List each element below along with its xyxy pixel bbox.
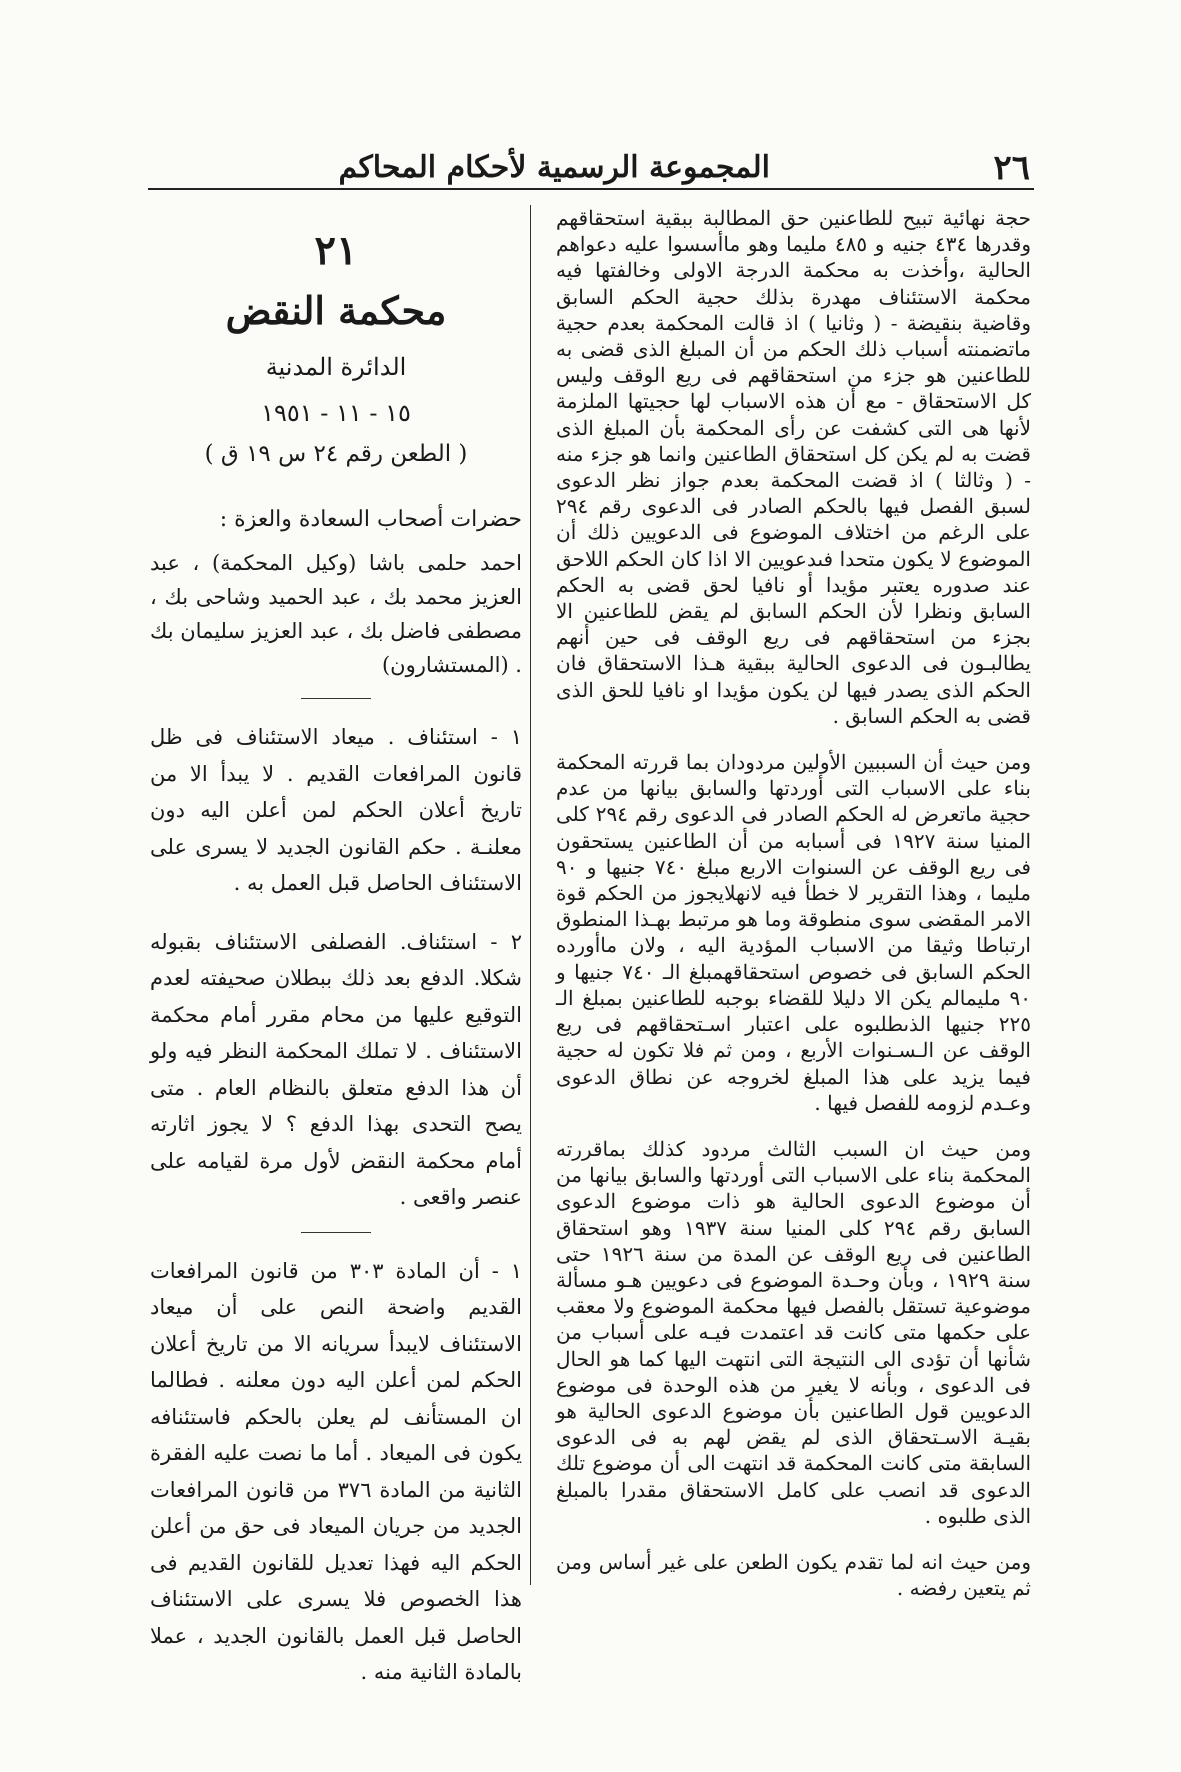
legal-principle: ١ - استئناف . ميعاد الاستئناف فى ظل قانون المرافعات القديم . لا يبدأ الا من تاريخ أعلان الحكم لمن أعلن اليه دون معلنـة . حكم القانون الجديد لا يسرى على الاستئناف الحاصل قبل العمل به . — [150, 725, 522, 895]
case-number: ٢١ — [314, 227, 358, 274]
page-number: ٢٦ — [993, 148, 1030, 188]
column-divider — [530, 205, 531, 1585]
court-circuit: الدائرة المدنية — [265, 353, 407, 381]
panel-members: احمد حلمى باشا (وكيل المحكمة) ، عبد العزيز محمد بك ، عبد الحميد وشاحى بك ، مصطفى فاضل بك ، عبد العزيز سليمان بك . (المستشارون) — [150, 551, 522, 677]
panel-intro: حضرات أصحاب السعادة والعزة : — [219, 507, 522, 532]
running-title: المجموعة الرسمية لأحكام المحاكم — [338, 150, 770, 185]
header-rule — [148, 188, 1034, 190]
legal-principle: ٢ - استئناف. الفصلفى الاستئناف بقبوله شكلا. الدفع بعد ذلك ببطلان صحيفته لعدم التوقيع عليها من محام مقرر أمام محكمة الاستئناف . لا تملك المحكمة النظر فيه ولو أن هذا الدفع متعلق بالنظام العام . متى يصح التحدى بهذا الدفع ؟ لا يجوز اثارته أمام محكمة النقض لأول مرة لقيامه على عنصر واقعى . — [150, 929, 522, 1209]
section-divider — [301, 1232, 371, 1233]
body-paragraph: حجة نهائية تبيح للطاعنين حق المطالبة ببقية استحقاقهم وقدرها ٤٣٤ جنيه و ٤٨٥ مليما وهو ماأسسوا عليه دعواهم الحالية ،وأخذت به محكمة الدرجة الاولى وخالفتها فيه محكمة الاستئناف مهدرة بذلك حجية الحكم السابق وقاضية بنقيضة - ( وثانيا ) اذ قالت المحكمة بعدم حجية ماتضمنته أسباب ذلك الحكم من أن المبلغ الذى قضى به للطاعنين هو جزء من استحقاقهم فى ريع الوقف وليس كل الاستحقاق - مع أن هذه الاسباب لها حجيتها الملزمة لأنها هى التى كشفت عن رأى المحكمة بأن المبلغ الذى قضت به لم يكن كل استحقاق الطاعنين وانما هو جزء منه - ( وثالثا ) اذ قضت المحكمة بعدم جواز نظر الدعوى لسبق الفصل فيها بالحكم الصادر فى الدعوى رقم ٢٩٤ على الرغم من اختلاف الموضوع فى الدعويين ذلك أن الموضوع لا يكون متحدا فىدعويين الا اذا كان الحكم اللاحق عند صدوره يعتبر مؤيدا أو نافيا لحق قضى به الحكم السابق ونظرا لأن الحكم السابق لم يقض للطاعنين الا بجزء من استحقاقهم فى ريع الوقف فى حين أنهم يطالبـون فى الدعوى الحالية ببقية هـذا الاستحقاق فان الحكم الذى يصدر فيها لن يكون مؤيدا او نافيا للحق الذى قضى به الحكم السابق . — [556, 206, 1032, 728]
right-column — [556, 205, 1031, 1601]
case-date: ١٥ - ١١ - ١٩٥١ — [261, 399, 411, 427]
appeal-reference: ( الطعن رقم ٢٤ س ١٩ ق ) — [204, 441, 468, 467]
reasoning-paragraph: ١ - أن المادة ٣٠٣ من قانون المرافعات القديم واضحة النص على أن ميعاد الاستئناف لايبدأ سريانه الا من تاريخ أعلان الحكم لمن أعلن اليه دون معلنه . فطالما ان المستأنف لم يعلن بالحكم فاستئنافه يكون فى الميعاد . أما ما نصت عليه الفقرة الثانية من المادة ٣٧٦ من قانون المرافعات الجديد من جريان الميعاد فى حق من أعلن الحكم اليه فهذا تعديل للقانون القديم فى هذا الخصوص فلا يسرى على الاستئناف الحاصل قبل العمل بالقانون الجديد ، عملا بالمادة الثانية منه . — [150, 1258, 522, 1684]
body-paragraph: ومن حيث ان السبب الثالث مردود كذلك بماقررته المحكمة بناء على الاسباب التى أوردتها والسابق بيانها من أن موضوع الدعوى الحالية هو ذات موضوع الدعوى السابق رقم ٢٩٤ كلى المنيا سنة ١٩٣٧ وهو استحقاق الطاعنين فى ريع الوقف عن المدة من سنة ١٩٢٦ حتى سنة ١٩٢٩ ، وبأن وحـدة الموضوع فى دعويين هـو مسألة موضوعية تستقل بالفصل فيها محكمة الموضوع ولا معقب على حكمها متى كانت قد اعتمدت فيـه على أسباب من شأنها أن تؤدى الى النتيجة التى انتهت اليها كما هو الحال فى الدعوى ، وبأنه لا يغير من هذه الوحدة فى موضوع الدعويين قول الطاعنين بأن موضوع الدعوى الحالية هو بقيـة الاسـتحقاق الذى لم يقض لهم به فى الدعوى السابقة متى كانت المحكمة قد انتهت الى أن موضوع تلك الدعوى قد انصب على كامل الاستحقاق مقدرا بالمبلغ الذى طلبوه . — [556, 1136, 1032, 1528]
body-paragraph: ومن حيث انه لما تقدم يكون الطعن على غير أساس ومن ثم يتعين رفضه . — [556, 1549, 1031, 1601]
body-paragraph: ومن حيث أن السببين الأولين مردودان بما قررته المحكمة بناء على الاسباب التى أوردتها والسابق بيانها من عدم حجية ماتعرض له الحكم الصادر فى الدعوى رقم ٢٩٤ كلى المنيا سنة ١٩٢٧ فى أسبابه من أن الطاعنين يستحقون فى ريع الوقف عن السنوات الاربع مبلغ ٧٤٠ جنيها و ٩٠ مليما ، وهذا التقرير لا خطأ فيه لانهلايجوز من الحكم قوة الامر المقضى سوى منطوقة وما هو مرتبط بهـذا المنطوق ارتباطا وثيقا من الاسباب المؤدية اليه ، ولان ماأورده الحكم السابق فى خصوص استحقاقهمبلغ الـ ٧٤٠ جنيها و ٩٠ مليمالم يكن الا دليلا للقضاء بوجبه للطاعنين بمبلغ الـ ٢٢٥ جنيها الذىطلبوه على اعتبار اسـتحقاقهم فى ريع الوقف عن الـسـنوات الأربع ، ومن ثم فلا تكون له حجية فيما يزيد على هذا المبلغ لخروجه عن نطاق الدعوى وعـدم لزومه للفصل فيها . — [556, 750, 1032, 1115]
section-divider — [301, 698, 371, 699]
left-column — [150, 205, 522, 1691]
court-name: محكمة النقض — [225, 288, 447, 333]
page-header — [150, 148, 1030, 188]
